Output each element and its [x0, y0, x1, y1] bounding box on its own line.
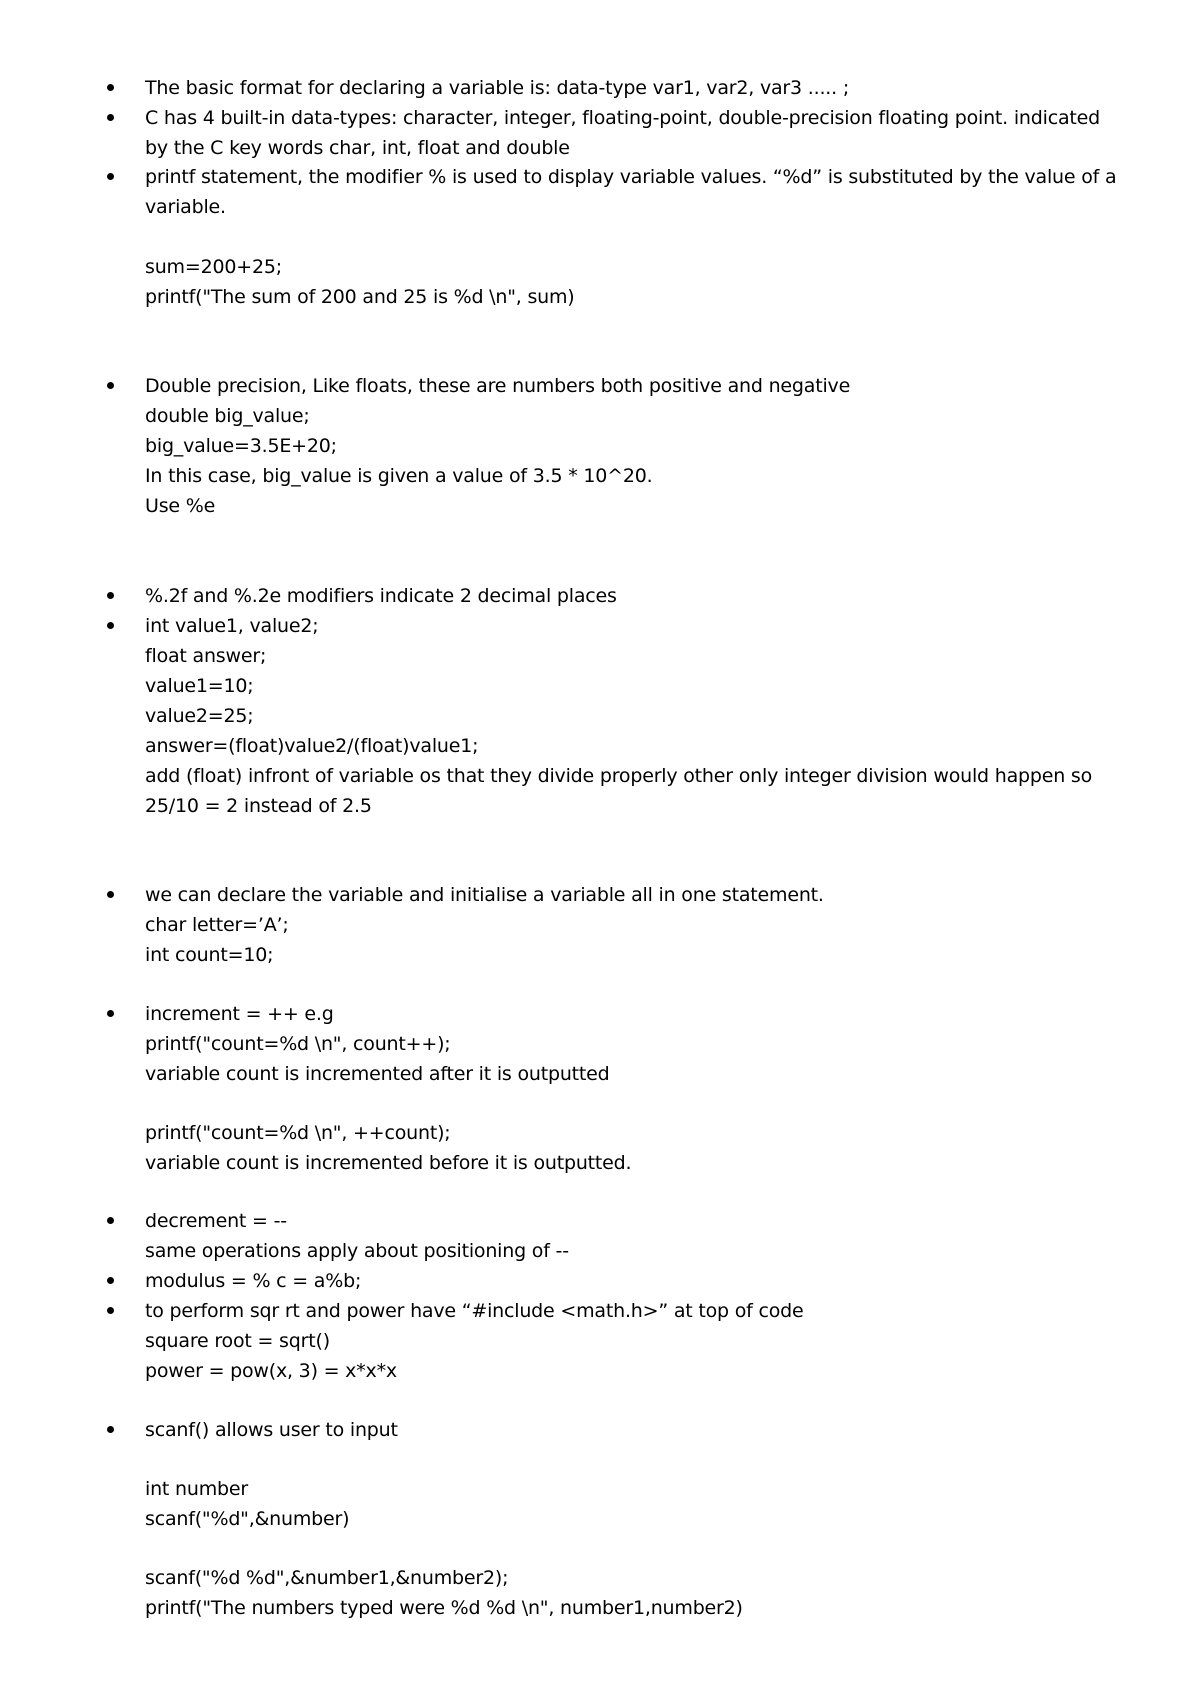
- code-line: scanf("%d %d",&number1,&number2);: [145, 1567, 509, 1589]
- text-line: Double precision, Like floats, these are numbers both positive and negative: [145, 375, 851, 397]
- bullet-marker: [107, 1307, 114, 1314]
- text-line: we can declare the variable and initialise a variable all in one statement.: [145, 884, 824, 906]
- code-line: power = pow(x, 3) = x*x*x: [145, 1360, 397, 1382]
- bullet-marker: [107, 173, 114, 180]
- code-line: int value1, value2;: [145, 615, 319, 637]
- bullet-marker: [107, 1010, 114, 1017]
- text-line: C has 4 built-in data-types: character, integer, floating-point, double-precision floating point. indicated: [145, 107, 1100, 129]
- code-line: int count=10;: [145, 944, 274, 966]
- text-line: Use %e: [145, 495, 216, 517]
- text-line: variable count is incremented before it is outputted.: [145, 1152, 632, 1174]
- code-line: printf("The sum of 200 and 25 is %d \n", sum): [145, 286, 575, 308]
- bullet-marker: [107, 891, 114, 898]
- text-line: modulus = % c = a%b;: [145, 1270, 362, 1292]
- code-line: char letter=’A’;: [145, 914, 289, 936]
- code-line: scanf("%d",&number): [145, 1508, 350, 1530]
- bullet-marker: [107, 1426, 114, 1433]
- code-line: big_value=3.5E+20;: [145, 435, 337, 457]
- text-line: add (float) infront of variable os that they divide properly other only integer division would happen so: [145, 765, 1093, 787]
- text-line: increment = ++ e.g: [145, 1003, 334, 1025]
- code-line: double big_value;: [145, 405, 310, 427]
- bullet-marker: [107, 84, 114, 91]
- text-line: 25/10 = 2 instead of 2.5: [145, 795, 372, 817]
- code-line: int number: [145, 1478, 248, 1500]
- text-line: to perform sqr rt and power have “#include <math.h>” at top of code: [145, 1300, 804, 1322]
- code-line: printf("The numbers typed were %d %d \n", number1,number2): [145, 1597, 743, 1619]
- bullet-marker: [107, 622, 114, 629]
- bullet-marker: [107, 592, 114, 599]
- text-line: same operations apply about positioning of --: [145, 1240, 569, 1262]
- bullet-marker: [107, 1277, 114, 1284]
- code-line: printf("count=%d \n", count++);: [145, 1033, 451, 1055]
- text-line: variable count is incremented after it is outputted: [145, 1063, 610, 1085]
- text-line: The basic format for declaring a variable is: data-type var1, var2, var3 ..... ;: [145, 77, 850, 99]
- code-line: answer=(float)value2/(float)value1;: [145, 735, 479, 757]
- text-line: printf statement, the modifier % is used to display variable values. “%d” is substituted by the value of a: [145, 166, 1117, 188]
- code-line: sum=200+25;: [145, 256, 282, 278]
- text-line: by the C key words char, int, float and double: [145, 137, 570, 159]
- code-line: square root = sqrt(): [145, 1330, 330, 1352]
- text-line: scanf() allows user to input: [145, 1419, 398, 1441]
- bullet-marker: [107, 1217, 114, 1224]
- code-line: value2=25;: [145, 705, 254, 727]
- text-line: variable.: [145, 196, 226, 218]
- code-line: float answer;: [145, 645, 267, 667]
- text-line: %.2f and %.2e modifiers indicate 2 decimal places: [145, 585, 617, 607]
- code-line: printf("count=%d \n", ++count);: [145, 1122, 451, 1144]
- text-line: decrement = --: [145, 1210, 287, 1232]
- bullet-marker: [107, 114, 114, 121]
- text-line: In this case, big_value is given a value of 3.5 * 10^20.: [145, 465, 653, 487]
- bullet-marker: [107, 382, 114, 389]
- code-line: value1=10;: [145, 675, 254, 697]
